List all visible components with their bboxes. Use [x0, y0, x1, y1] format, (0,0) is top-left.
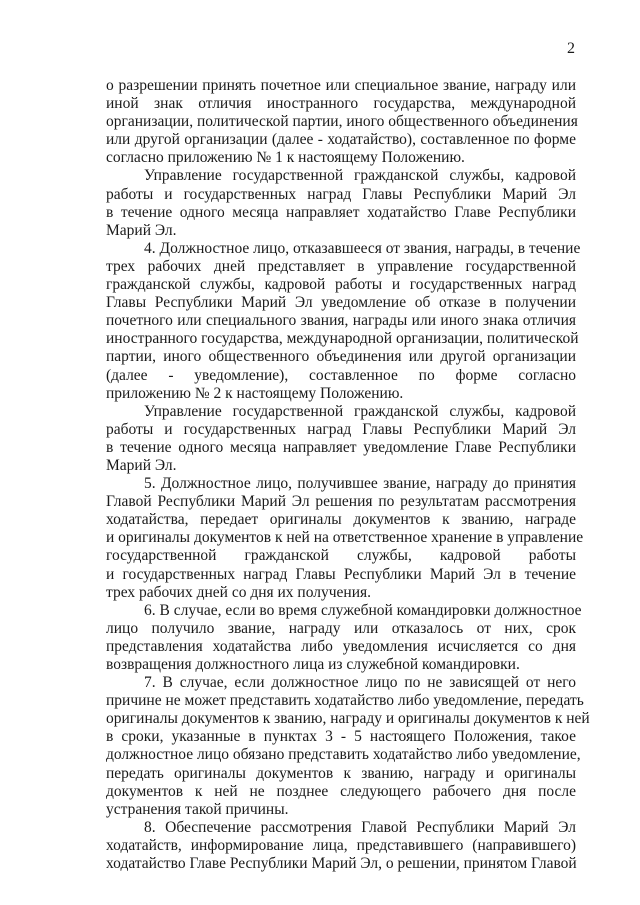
text-line: трех рабочих дней представляет в управление государственной	[106, 257, 576, 275]
text-line: 5. Должностное лицо, получившее звание, награду до принятия	[144, 475, 576, 493]
text-line: государственной гражданской службы, кадровой работы	[106, 547, 576, 565]
text-line: иной знак отличия иностранного государства, международной	[106, 95, 576, 113]
text-line: согласно приложению № 1 к настоящему Положению.	[106, 149, 465, 167]
paragraph-directorate-notification	[106, 403, 576, 475]
text-line: или другой организации (далее - ходатайство), составленное по форме	[106, 131, 576, 149]
text-line: и государственных наград Главы Республики Марий Эл в течение	[106, 565, 576, 583]
page-number: 2	[567, 40, 575, 57]
text-line: 7. В случае, если должностное лицо по не зависящей от него	[144, 674, 576, 692]
text-line: 8. Обеспечение рассмотрения Главой Республики Марий Эл	[144, 818, 576, 836]
text-line: работы и государственных наград Главы Республики Марий Эл	[106, 420, 576, 438]
text-line: ходатайств, информирование лица, представившего (направившего)	[106, 836, 576, 854]
text-line: 6. В случае, если во время служебной командировки должностное	[144, 601, 582, 619]
paragraph-item-4	[106, 239, 581, 403]
text-line: и оригиналы документов к ней на ответственное хранение в управление	[106, 529, 584, 547]
document-body	[106, 77, 590, 873]
text-line: Управление государственной гражданской службы, кадровой	[144, 402, 576, 420]
paragraph-item-6	[106, 601, 582, 674]
text-line: партии, иного общественного объединения или другой организации	[106, 348, 576, 366]
text-line: Главы Республики Марий Эл уведомление об отказе в получении	[106, 294, 576, 312]
text-line: работы и государственных наград Главы Республики Марий Эл	[106, 185, 576, 203]
text-line: ходатайства, передает оригиналы документов к званию, награде	[106, 511, 576, 529]
paragraph-item-8	[106, 819, 576, 873]
text-line: трех рабочих дней со дня их получения.	[106, 583, 372, 601]
text-line: Марий Эл.	[106, 456, 177, 474]
text-line: возвращения должностного лица из служебной командировки.	[106, 656, 520, 673]
text-line: в течение одного месяца направляет ходатайство Главе Республики	[106, 203, 576, 221]
text-line: о разрешении принять почетное или специальное звание, награду или	[106, 77, 576, 94]
text-line: оригиналы документов к званию, награду и оригиналы документов к ней	[106, 710, 590, 728]
paragraph-item-7	[106, 674, 590, 819]
text-line: организации, политической партии, иного общественного объединения	[106, 113, 578, 131]
paragraph-permission-request	[106, 77, 576, 167]
text-line: в течение одного месяца направляет уведомление Главе Республики	[106, 438, 576, 456]
text-line: представления ходатайства либо уведомления исчисляется со дня	[106, 637, 576, 655]
text-line: (далее - уведомление), составленное по форме согласно	[106, 366, 576, 384]
text-line: документов к ней не позднее следующего рабочего дня после	[106, 782, 576, 800]
text-line: должностное лицо обязано представить ходатайство либо уведомление,	[106, 746, 581, 764]
text-line: Главой Республики Марий Эл решения по результатам рассмотрения	[106, 493, 576, 511]
text-line: гражданской службы, кадровой работы и государственных наград	[106, 276, 576, 294]
text-line: почетного или специального звания, награды или иного знака отличия	[106, 312, 576, 330]
text-line: ходатайство Главе Республики Марий Эл, о решении, принятом Главой	[106, 855, 577, 873]
text-line: устранения такой причины.	[106, 800, 289, 818]
text-line: передать оригиналы документов к званию, награду и оригиналы	[106, 764, 576, 782]
text-line: 4. Должностное лицо, отказавшееся от звания, награды, в течение	[144, 239, 581, 257]
text-line: приложению № 2 к настоящему Положению.	[106, 384, 404, 402]
text-line: иностранного государства, международной организации, политической	[106, 330, 579, 348]
text-line: лицо получило звание, награду или отказалось от них, срок	[106, 619, 576, 637]
text-line: Марий Эл.	[106, 221, 177, 239]
paragraph-item-5	[106, 475, 584, 602]
text-line: в сроки, указанные в пунктах 3 - 5 настоящего Положения, такое	[106, 728, 576, 746]
text-line: причине не может представить ходатайство либо уведомление, передать	[106, 692, 584, 710]
text-line: Управление государственной гражданской службы, кадровой	[144, 167, 576, 185]
paragraph-directorate-petition	[106, 167, 576, 239]
